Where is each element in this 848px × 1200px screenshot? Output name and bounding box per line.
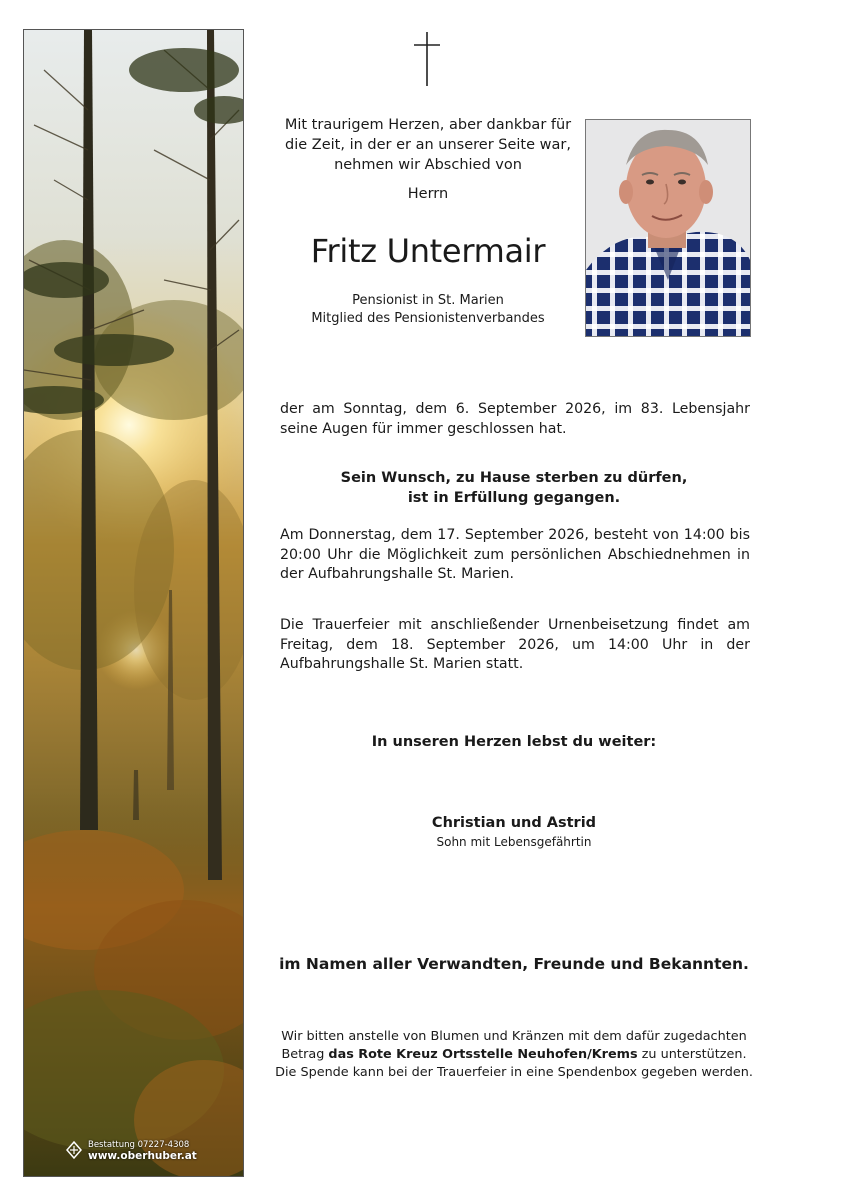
wish-line-1: Sein Wunsch, zu Hause sterben zu dürfen, xyxy=(340,470,688,486)
donation-text-start: Wir bitten anstelle von Blumen und Kränzen mit dem dafür zugedachten Betrag xyxy=(281,1029,747,1062)
salutation: Herrn xyxy=(407,186,449,202)
latin-cross-icon xyxy=(413,32,441,86)
deceased-name: Fritz Untermair xyxy=(310,232,546,270)
funeral-home-logo xyxy=(64,1140,197,1162)
viewing-details: Am Donnerstag, dem 17. September 2026, besteht von 14:00 bis 20:00 Uhr die Möglichkeit zum persönlichen Abschiednehmen in der Aufbahrungshalle St. Marien. xyxy=(280,527,750,582)
funeral-home-website: www.oberhuber.at xyxy=(88,1150,197,1162)
survivor-name: Christian und Astrid xyxy=(431,815,597,831)
donation-text-end: zu unterstützen. Die Spende kann bei der Trauerfeier in eine Spendenbox gegeben werden. xyxy=(275,1047,753,1080)
death-notice-text: der am Sonntag, dem 6. September 2026, im 83. Lebensjahr seine Augen für immer geschlossen hat. xyxy=(280,401,750,437)
occupation-line-1: Pensionist in St. Marien xyxy=(352,293,504,308)
relatives-line: im Namen aller Verwandten, Freunde und Bekannten. xyxy=(279,955,749,973)
survivor-relation: Sohn mit Lebensgefährtin xyxy=(436,835,592,849)
wish-statement xyxy=(278,468,750,508)
portrait-image xyxy=(586,120,750,336)
occupation-line-2: Mitglied des Pensionistenverbandes xyxy=(311,311,545,326)
funeral-home-phone: Bestattung 07227-4308 xyxy=(88,1140,190,1150)
forest-scene xyxy=(24,30,243,1176)
donation-recipient: das Rote Kreuz Ortsstelle Neuhofen/Krems xyxy=(328,1047,638,1062)
donation-request xyxy=(272,1028,756,1082)
wish-line-2: ist in Erfüllung gegangen. xyxy=(407,490,621,506)
intro-text: Mit traurigem Herzen, aber dankbar für die Zeit, in der er an unserer Seite war, nehmen wir Abschied von xyxy=(284,117,572,173)
funeral-home-logo-icon xyxy=(64,1140,84,1160)
portrait-photo xyxy=(585,119,751,337)
occupation xyxy=(278,292,578,328)
motto: In unseren Herzen lebst du weiter: xyxy=(371,734,657,750)
ceremony-details: Die Trauerfeier mit anschließender Urnenbeisetzung findet am Freitag, dem 18. September 2026, um 14:00 Uhr in der Aufbahrungshalle St. Marien statt. xyxy=(280,617,750,672)
forest-image xyxy=(23,29,244,1177)
